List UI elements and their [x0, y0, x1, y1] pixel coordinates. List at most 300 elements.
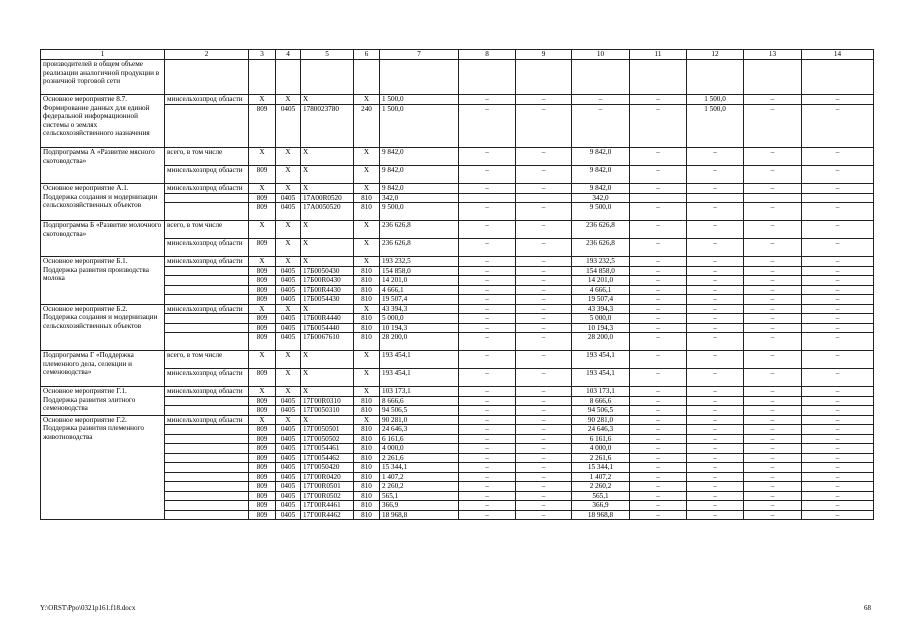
value-cell: 17Г00R0310 [301, 396, 354, 406]
value-cell: Х [354, 369, 380, 387]
program-name-cell: Основное мероприятие Г.1. Поддержка развития элитного семеноводства [41, 387, 165, 416]
value-cell: Х [249, 221, 276, 239]
value-cell: 0405 [276, 425, 301, 435]
program-name-cell: Основное мероприятие Г.2. Поддержка развития племенного животноводства [41, 415, 165, 520]
value-cell: 9 842,0 [572, 184, 630, 194]
table-row [41, 104, 874, 148]
value-cell: – [687, 472, 744, 482]
value-cell: – [802, 148, 874, 166]
header-cell: 7 [380, 50, 459, 60]
value-cell: 0405 [276, 501, 301, 511]
value-cell: – [630, 472, 687, 482]
value-cell: – [516, 387, 572, 397]
value-cell: Х [301, 387, 354, 397]
header-cell: 6 [354, 50, 380, 60]
value-cell: 810 [354, 501, 380, 511]
value-cell: – [630, 323, 687, 333]
value-cell: – [572, 104, 630, 148]
table-row [41, 463, 874, 473]
value-cell: 0405 [276, 323, 301, 333]
value-cell: 0405 [276, 333, 301, 351]
value-cell: 17Г00R0502 [301, 491, 354, 501]
value-cell: – [516, 276, 572, 286]
value-cell: – [802, 295, 874, 305]
value-cell: 809 [249, 491, 276, 501]
value-cell: 810 [354, 276, 380, 286]
table-row [41, 257, 874, 267]
value-cell: – [516, 203, 572, 221]
header-cell: 3 [249, 50, 276, 60]
value-cell: 810 [354, 482, 380, 492]
value-cell: – [516, 444, 572, 454]
value-cell: – [516, 104, 572, 148]
value-cell: 4 000,0 [380, 444, 459, 454]
value-cell: 6 161,6 [572, 434, 630, 444]
value-cell: – [630, 304, 687, 314]
value-cell: Х [276, 351, 301, 369]
value-cell: 17Б0054430 [301, 295, 354, 305]
executor-cell [165, 444, 249, 454]
value-cell: – [459, 203, 516, 221]
value-cell: 565,1 [572, 491, 630, 501]
value-cell: Х [354, 239, 380, 257]
value-cell: – [687, 406, 744, 416]
value-cell: – [802, 239, 874, 257]
executor-cell: минсельхозпрод области [165, 239, 249, 257]
value-cell: 809 [249, 434, 276, 444]
value-cell: – [744, 434, 802, 444]
value-cell: 9 842,0 [572, 166, 630, 184]
value-cell: 193 454,1 [380, 351, 459, 369]
value-cell: 17Г0050420 [301, 463, 354, 473]
table-row [41, 203, 874, 221]
value-cell: Х [276, 369, 301, 387]
value-cell: 810 [354, 323, 380, 333]
value-cell [802, 60, 874, 95]
value-cell: – [744, 425, 802, 435]
executor-cell: минсельхозпрод области [165, 415, 249, 425]
value-cell: Х [276, 257, 301, 267]
value-cell: 17Г00R4462 [301, 510, 354, 520]
value-cell: – [802, 425, 874, 435]
value-cell: 810 [354, 453, 380, 463]
executor-cell [165, 295, 249, 305]
executor-cell [165, 425, 249, 435]
value-cell: Х [249, 387, 276, 397]
value-cell: – [516, 333, 572, 351]
value-cell: 810 [354, 463, 380, 473]
program-name-cell: Основное мероприятие А.1. Поддержка создания и модернизации сельскохозяйственных объектов [41, 184, 165, 221]
value-cell: 810 [354, 434, 380, 444]
value-cell: – [459, 482, 516, 492]
value-cell: 0405 [276, 396, 301, 406]
value-cell: – [630, 203, 687, 221]
value-cell: 342,0 [572, 193, 630, 203]
executor-cell [165, 472, 249, 482]
value-cell: Х [249, 257, 276, 267]
value-cell: – [687, 257, 744, 267]
value-cell: – [516, 406, 572, 416]
value-cell: 366,9 [380, 501, 459, 511]
header-cell: 13 [744, 50, 802, 60]
value-cell: – [744, 239, 802, 257]
value-cell: – [744, 314, 802, 324]
value-cell: – [687, 369, 744, 387]
value-cell: – [459, 221, 516, 239]
value-cell: – [630, 425, 687, 435]
value-cell: 103 173,1 [572, 387, 630, 397]
value-cell: 2 261,6 [380, 453, 459, 463]
value-cell: – [630, 148, 687, 166]
value-cell: – [630, 266, 687, 276]
executor-cell [165, 203, 249, 221]
value-cell: 236 626,8 [380, 221, 459, 239]
value-cell: – [744, 482, 802, 492]
value-cell: 193 232,5 [572, 257, 630, 267]
executor-cell [165, 60, 249, 95]
executor-cell: всего, в том числе [165, 148, 249, 166]
value-cell: – [516, 323, 572, 333]
value-cell: Х [354, 351, 380, 369]
value-cell: – [516, 166, 572, 184]
value-cell: – [802, 396, 874, 406]
value-cell: – [687, 203, 744, 221]
value-cell: – [459, 434, 516, 444]
value-cell: Х [301, 184, 354, 194]
value-cell: – [459, 314, 516, 324]
value-cell: – [459, 304, 516, 314]
value-cell: 810 [354, 444, 380, 454]
value-cell: 1 500,0 [687, 95, 744, 105]
executor-cell [165, 396, 249, 406]
value-cell: – [687, 285, 744, 295]
value-cell: – [516, 396, 572, 406]
value-cell: 1 500,0 [380, 95, 459, 105]
table-row [41, 415, 874, 425]
value-cell: – [687, 415, 744, 425]
value-cell: 18 968,8 [380, 510, 459, 520]
value-cell: – [802, 314, 874, 324]
value-cell: Х [301, 148, 354, 166]
value-cell: 90 281,0 [572, 415, 630, 425]
value-cell: – [802, 415, 874, 425]
value-cell: – [802, 351, 874, 369]
value-cell: – [802, 472, 874, 482]
value-cell: – [687, 444, 744, 454]
value-cell: – [459, 425, 516, 435]
executor-cell [165, 333, 249, 351]
value-cell: 18 968,8 [572, 510, 630, 520]
value-cell: Х [249, 95, 276, 105]
value-cell: – [630, 387, 687, 397]
value-cell [630, 193, 687, 203]
value-cell: 809 [249, 314, 276, 324]
value-cell: 9 842,0 [380, 148, 459, 166]
header-cell: 4 [276, 50, 301, 60]
value-cell: – [744, 304, 802, 314]
value-cell: Х [301, 351, 354, 369]
value-cell: 810 [354, 396, 380, 406]
value-cell: – [802, 285, 874, 295]
value-cell: – [516, 304, 572, 314]
value-cell: – [630, 415, 687, 425]
table-row [41, 444, 874, 454]
value-cell: – [744, 501, 802, 511]
value-cell: – [687, 184, 744, 194]
value-cell: 28 200,0 [572, 333, 630, 351]
value-cell: – [802, 221, 874, 239]
value-cell: 1 407,2 [380, 472, 459, 482]
executor-cell: минсельхозпрод области [165, 166, 249, 184]
value-cell: – [459, 472, 516, 482]
value-cell: – [802, 444, 874, 454]
value-cell: – [744, 453, 802, 463]
value-cell: 43 394,3 [572, 304, 630, 314]
value-cell: – [802, 276, 874, 286]
value-cell: 0405 [276, 276, 301, 286]
value-cell: – [744, 351, 802, 369]
value-cell: – [744, 396, 802, 406]
value-cell: 809 [249, 369, 276, 387]
executor-cell [165, 276, 249, 286]
value-cell: Х [249, 304, 276, 314]
value-cell: – [459, 415, 516, 425]
value-cell: 0405 [276, 295, 301, 305]
value-cell: – [516, 425, 572, 435]
value-cell: 15 344,1 [380, 463, 459, 473]
value-cell: 810 [354, 472, 380, 482]
table-row [41, 369, 874, 387]
value-cell: 2 260,2 [572, 482, 630, 492]
value-cell: 809 [249, 239, 276, 257]
value-cell: – [516, 221, 572, 239]
value-cell: 17Б0054440 [301, 323, 354, 333]
value-cell: – [459, 257, 516, 267]
value-cell: 8 666,6 [572, 396, 630, 406]
footer-file-path: Y:\ORST\Ppo\0321p161.f18.docx [40, 604, 136, 612]
value-cell: Х [276, 415, 301, 425]
value-cell: 5 000,0 [380, 314, 459, 324]
table-row [41, 295, 874, 305]
value-cell: – [630, 104, 687, 148]
value-cell: – [744, 266, 802, 276]
value-cell: – [630, 95, 687, 105]
executor-cell [165, 406, 249, 416]
value-cell: – [802, 491, 874, 501]
value-cell: 809 [249, 166, 276, 184]
value-cell: 809 [249, 193, 276, 203]
value-cell: – [516, 463, 572, 473]
executor-cell [165, 491, 249, 501]
value-cell: 0405 [276, 510, 301, 520]
value-cell: Х [354, 221, 380, 239]
value-cell: – [459, 333, 516, 351]
value-cell: – [630, 295, 687, 305]
value-cell: – [687, 148, 744, 166]
value-cell: 17Г0054461 [301, 444, 354, 454]
value-cell: 810 [354, 406, 380, 416]
value-cell: – [630, 482, 687, 492]
value-cell: 0405 [276, 434, 301, 444]
value-cell: – [516, 285, 572, 295]
value-cell [380, 60, 459, 95]
value-cell: 43 394,3 [380, 304, 459, 314]
header-cell: 9 [516, 50, 572, 60]
value-cell: – [459, 148, 516, 166]
value-cell: Х [301, 95, 354, 105]
value-cell: – [687, 387, 744, 397]
value-cell: – [516, 491, 572, 501]
header-cell: 10 [572, 50, 630, 60]
value-cell: 17Г00R0420 [301, 472, 354, 482]
header-cell: 5 [301, 50, 354, 60]
value-cell: Х [354, 304, 380, 314]
value-cell: 4 666,1 [572, 285, 630, 295]
value-cell [802, 193, 874, 203]
program-name-cell: Подпрограмма Б «Развитие молочного скотоводства» [41, 221, 165, 257]
value-cell: – [687, 501, 744, 511]
table-row [41, 351, 874, 369]
value-cell: Х [354, 148, 380, 166]
value-cell: 154 858,0 [572, 266, 630, 276]
value-cell: – [459, 323, 516, 333]
table-header [41, 50, 874, 60]
value-cell: 810 [354, 491, 380, 501]
header-cell: 1 [41, 50, 165, 60]
table-row [41, 266, 874, 276]
value-cell: Х [301, 221, 354, 239]
value-cell: – [802, 463, 874, 473]
value-cell: 17Г0050501 [301, 425, 354, 435]
value-cell [354, 60, 380, 95]
value-cell: 809 [249, 285, 276, 295]
value-cell: – [802, 333, 874, 351]
value-cell: – [744, 463, 802, 473]
value-cell: – [744, 387, 802, 397]
value-cell: – [459, 453, 516, 463]
table-row [41, 491, 874, 501]
value-cell [516, 193, 572, 203]
executor-cell: минсельхозпрод области [165, 304, 249, 314]
value-cell: – [459, 444, 516, 454]
table-row [41, 510, 874, 520]
executor-cell [165, 482, 249, 492]
value-cell: – [459, 104, 516, 148]
value-cell: 193 454,1 [572, 351, 630, 369]
value-cell: – [687, 510, 744, 520]
value-cell: Х [276, 221, 301, 239]
value-cell: 809 [249, 510, 276, 520]
value-cell: 10 194,3 [572, 323, 630, 333]
value-cell: – [459, 166, 516, 184]
value-cell: – [516, 472, 572, 482]
value-cell: – [516, 239, 572, 257]
value-cell: – [687, 463, 744, 473]
table-row [41, 482, 874, 492]
value-cell: – [802, 184, 874, 194]
value-cell: Х [276, 239, 301, 257]
value-cell: – [802, 453, 874, 463]
value-cell: Х [301, 257, 354, 267]
value-cell: 240 [354, 104, 380, 148]
table-row [41, 193, 874, 203]
value-cell: 9 842,0 [380, 184, 459, 194]
value-cell: 809 [249, 276, 276, 286]
value-cell: – [687, 221, 744, 239]
value-cell: 810 [354, 193, 380, 203]
value-cell: – [459, 276, 516, 286]
value-cell: 0405 [276, 285, 301, 295]
value-cell: Х [276, 148, 301, 166]
value-cell: – [459, 266, 516, 276]
value-cell: 810 [354, 266, 380, 276]
value-cell: 17А00R0520 [301, 193, 354, 203]
table-row [41, 239, 874, 257]
program-name-cell: Основное мероприятие 8.7. Формирование данных для единой федеральной информационной системы о землях сельскохозяйственного назначения [41, 95, 165, 148]
value-cell: 2 261,6 [572, 453, 630, 463]
value-cell: – [630, 184, 687, 194]
value-cell: – [744, 184, 802, 194]
value-cell: – [687, 276, 744, 286]
value-cell: 17Г0050310 [301, 406, 354, 416]
value-cell: 810 [354, 314, 380, 324]
value-cell: 809 [249, 406, 276, 416]
value-cell: – [744, 95, 802, 105]
value-cell: 17Б00R4440 [301, 314, 354, 324]
value-cell: – [744, 257, 802, 267]
value-cell: 810 [354, 510, 380, 520]
value-cell: Х [354, 257, 380, 267]
value-cell: – [802, 387, 874, 397]
value-cell: – [516, 295, 572, 305]
value-cell: – [459, 406, 516, 416]
executor-cell: минсельхозпрод области [165, 369, 249, 387]
value-cell: 24 646,3 [572, 425, 630, 435]
value-cell: 9 842,0 [572, 148, 630, 166]
value-cell: 14 201,0 [572, 276, 630, 286]
value-cell: – [516, 369, 572, 387]
value-cell: – [459, 369, 516, 387]
value-cell: – [744, 333, 802, 351]
executor-cell: минсельхозпрод области [165, 184, 249, 194]
table-row [41, 304, 874, 314]
table-row [41, 148, 874, 166]
value-cell: Х [354, 387, 380, 397]
value-cell: Х [301, 304, 354, 314]
value-cell: – [459, 239, 516, 257]
value-cell [744, 193, 802, 203]
value-cell: – [630, 285, 687, 295]
value-cell: 2 260,2 [380, 482, 459, 492]
value-cell: Х [354, 166, 380, 184]
value-cell: – [744, 221, 802, 239]
value-cell: 154 858,0 [380, 266, 459, 276]
value-cell: Х [249, 148, 276, 166]
value-cell: – [630, 333, 687, 351]
value-cell: 193 232,5 [380, 257, 459, 267]
value-cell: 809 [249, 463, 276, 473]
value-cell: Х [249, 184, 276, 194]
value-cell: – [687, 166, 744, 184]
value-cell: 17Г0050502 [301, 434, 354, 444]
value-cell: – [516, 351, 572, 369]
value-cell [572, 60, 630, 95]
value-cell: 809 [249, 425, 276, 435]
value-cell: – [744, 369, 802, 387]
value-cell: – [630, 369, 687, 387]
value-cell: 14 201,0 [380, 276, 459, 286]
value-cell: 0405 [276, 482, 301, 492]
